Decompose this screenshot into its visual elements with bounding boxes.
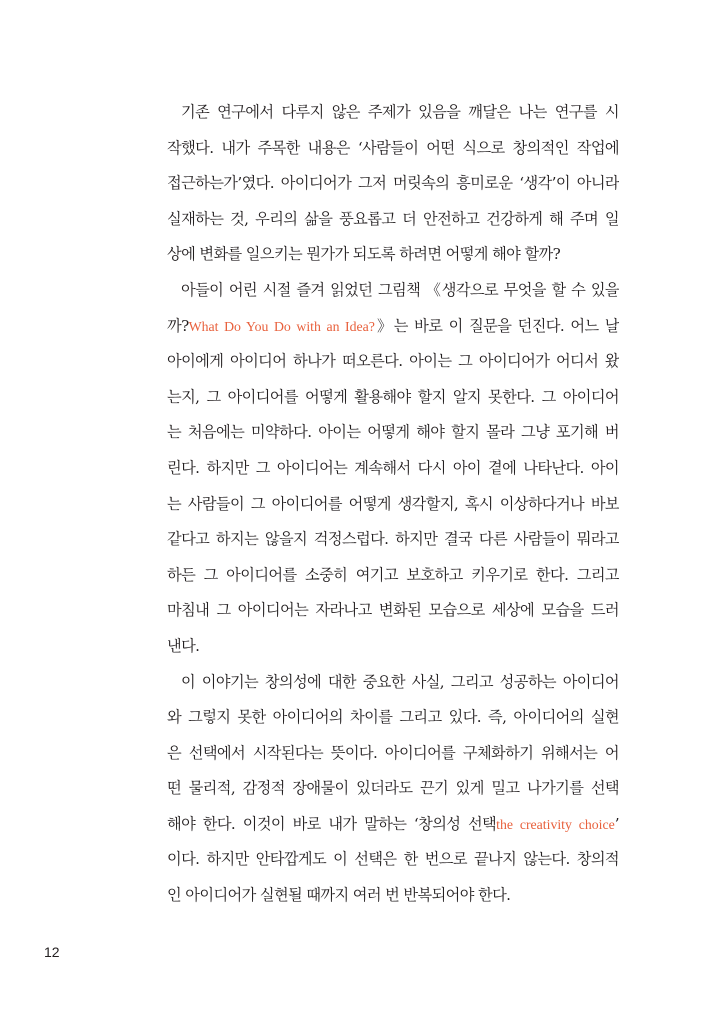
paragraph-2-line-9: 하든 그 아이디어를 소중히 여기고 보호하고 키우기로 한다. 그리고 [167, 565, 619, 584]
book-title-english: What Do You Do with an Idea? [188, 318, 375, 334]
page-number: 12 [44, 944, 60, 960]
paragraph-2-line-2 [167, 309, 619, 345]
paragraph-3-line-1: 이 이야기는 창의성에 대한 중요한 사실, 그리고 성공하는 아이디어 [181, 672, 619, 691]
paragraph-3-line-3: 은 선택에서 시작된다는 뜻이다. 아이디어를 구체화하기 위해서는 어 [167, 743, 619, 762]
paragraph-3-line-5-start: 해야 한다. 이것이 바로 내가 말하는 ‘창의성 선택 [167, 814, 497, 833]
paragraph-2-line-7: 는 사람들이 그 아이디어를 어떻게 생각할지, 혹시 이상하다거나 바보 [167, 494, 619, 513]
creativity-choice-english: the creativity choice [496, 816, 615, 832]
paragraph-3-line-7: 인 아이디어가 실현될 때까지 여러 번 반복되어야 한다. [167, 886, 511, 905]
paragraph-1-line-2: 작했다. 내가 주목한 내용은 ‘사람들이 어떤 식으로 창의적인 작업에 [167, 138, 619, 157]
paragraph-1-line-3: 접근하는가’였다. 아이디어가 그저 머릿속의 흥미로운 ‘생각’이 아니라 [167, 174, 619, 193]
paragraph-1-line-4: 실재하는 것, 우리의 삶을 풍요롭고 더 안전하고 건강하게 해 주며 일 [167, 209, 619, 228]
paragraph-2-line-3: 아이에게 아이디어 하나가 떠오른다. 아이는 그 아이디어가 어디서 왔 [167, 352, 619, 371]
paragraph-3-line-4: 떤 물리적, 감정적 장애물이 있더라도 끈기 있게 밀고 나가기를 선택 [167, 779, 619, 798]
paragraph-3-line-2: 와 그렇지 못한 아이디어의 차이를 그리고 있다. 즉, 아이디어의 실현 [167, 708, 619, 727]
paragraph-1-line-1: 기존 연구에서 다루지 않은 주제가 있음을 깨달은 나는 연구를 시 [181, 103, 619, 121]
paragraph-3-line-5 [167, 807, 619, 843]
paragraph-2-line-8: 같다고 하지는 않을지 걱정스럽다. 하지만 결국 다른 사람들이 뭐라고 [167, 530, 619, 549]
paragraph-2-line-11: 낸다. [167, 636, 200, 655]
paragraph-2-line-1: 아들이 어린 시절 즐겨 읽었던 그림책 《생각으로 무엇을 할 수 있을 [181, 280, 619, 299]
paragraph-2-line-6: 린다. 하지만 그 아이디어는 계속해서 다시 아이 곁에 나타난다. 아이 [167, 458, 619, 477]
paragraph-2-line-5: 는 처음에는 미약하다. 아이는 어떻게 해야 할지 몰라 그냥 포기해 버 [167, 423, 619, 442]
paragraph-3-line-6: 이다. 하지만 안타깝게도 이 선택은 한 번으로 끝나지 않는다. 창의적 [167, 850, 619, 869]
paragraph-2-line-2-start: 까? [167, 316, 189, 335]
body-text [167, 95, 619, 914]
paragraph-1-line-5: 상에 변화를 일으키는 뭔가가 되도록 하려면 어떻게 해야 할까? [167, 245, 561, 264]
paragraph-3-line-5-end: ’ [614, 814, 619, 833]
paragraph-2-line-10: 마침내 그 아이디어는 자라나고 변화된 모습으로 세상에 모습을 드러 [167, 601, 619, 620]
paragraph-2-line-4: 는지, 그 아이디어를 어떻게 활용해야 할지 알지 못한다. 그 아이디어 [167, 387, 619, 406]
paragraph-2-line-2-end: 》는 바로 이 질문을 던진다. 어느 날 [374, 316, 619, 335]
